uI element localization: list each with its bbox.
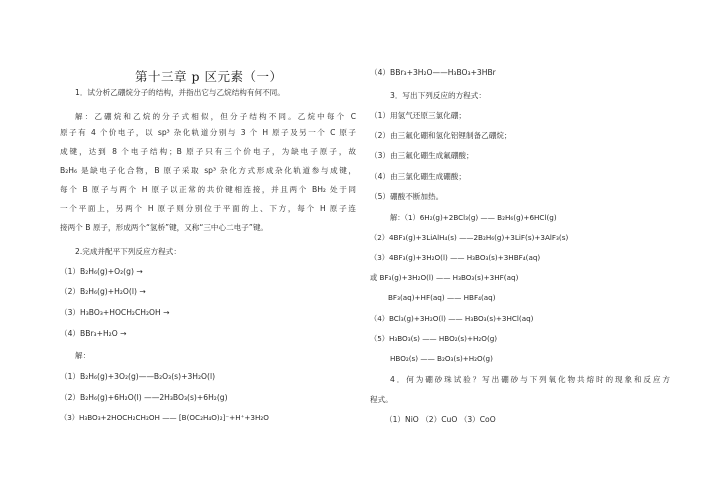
q3-item-1: （1）用氢气还原三氯化硼； [370,111,466,120]
question-4-line-1: 4．何为硼砂珠试验？写出硼砂与下列氧化物共熔时的现象和反应方 [390,375,670,384]
a3-line-5: BF₃(aq)+HF(aq) —— HBF₄(aq) [388,293,496,302]
answer-1-line-7: 接两个 B 原子，形成两个“氢桥”键，又称“三中心二电子”键。 [60,223,269,232]
answer-1-line-5: 每个 B 原子与两个 H 原子以正常的共价键相连接，并且两个 BH₂ 处于同 [60,185,356,194]
a3-line-2: （2）4BF₃(g)+3LiAlH₄(s) ——2B₂H₆(g)+3LiF(s)+3AlF₃(s) [370,233,569,242]
r-answer-4: （4）BBr₃+3H₂O——H₃BO₃+3HBr [370,68,496,77]
answer-1-line-6: 一个平面上，另两个 H 原子则分别位于平面的上、下方，每个 H 原子连 [60,204,356,213]
q2-item-2: （2）B₂H₆(g)+H₂O(l) → [60,287,146,296]
a2-item-2: （2）B₂H₆(g)+6H₂O(l) ——2H₃BO₃(s)+6H₂(g) [60,393,228,402]
answer-1-line-4: B₂H₆ 是缺电子化合物，B 原子采取 sp³ 杂化方式形成杂化轨道参与成键， [60,166,356,175]
question-4-line-2: 程式。 [370,395,393,404]
a3-line-4: 或 BF₃(g)+3H₂O(l) —— H₃BO₃(s)+3HF(aq) [370,273,519,282]
q3-item-4: （4）由三氯化硼生成硼酸； [370,172,466,181]
answer-1-line-2: 原子有 4 个价电子，以 sp³ 杂化轨道分别与 3 个 H 原子及另一个 C 原子 [60,128,356,137]
q2-item-1: （1）B₂H₆(g)+O₂(g) → [60,267,143,276]
q3-item-3: （3）由三氟化硼生成氟硼酸； [370,151,474,160]
chapter-title: 第十三章 p 区元素（一） [135,69,283,84]
answer-1-line-1: 解：乙硼烷和乙烷的分子式相似，但分子结构不同。乙烷中每个 C [75,112,356,121]
a3-line-8: HBO₂(s) —— B₂O₃(s)+H₂O(g) [390,354,493,363]
q2-item-4: （4）BBr₃+H₂O → [60,329,127,338]
question-1: 1．试分析乙硼烷分子的结构，并指出它与乙烷结构有何不同。 [75,88,285,97]
a3-line-7: （5）H₃BO₃(s) —— HBO₂(s)+H₂O(g) [370,334,498,343]
q2-item-3: （3）H₃BO₃+HOCH₂CH₂OH → [60,308,170,317]
question-3: 3．写出下列反应的方程式： [390,91,486,100]
question-2: 2.完成并配平下列反应方程式： [75,247,181,256]
a2-item-3: （3）H₃BO₃+2HOCH₂CH₂OH —— [B(OC₂H₄O)₂]⁻+H⁺+3H₂O [60,413,269,422]
answer-1-line-3: 成键，达到 8 个电子结构；B 原子只有三个价电子，为缺电子原子，故 [60,147,356,156]
a3-line-1: 解：（1）6H₂(g)+2BCl₃(g) —— B₂H₆(g)+6HCl(g) [390,213,557,222]
a3-line-6: （4）BCl₃(g)+3H₂O(l) —— H₃BO₃(s)+3HCl(aq) [370,314,534,323]
answer-2-label: 解： [75,351,91,360]
a2-item-1: （1）B₂H₆(g)+3O₂(g)——B₂O₃(s)+3H₂O(l) [60,372,216,381]
q4-items: （1）NiO （2）CuO （3）CoO [385,415,496,424]
q3-item-5: （5）硼酸不断加热。 [370,192,444,201]
q3-item-2: （2）由三氟化硼和氢化铝锂制备乙硼烷； [370,131,512,140]
a3-line-3: （3）4BF₃(g)+3H₂O(l) —— H₃BO₃(s)+3HBF₄(aq) [370,253,541,262]
